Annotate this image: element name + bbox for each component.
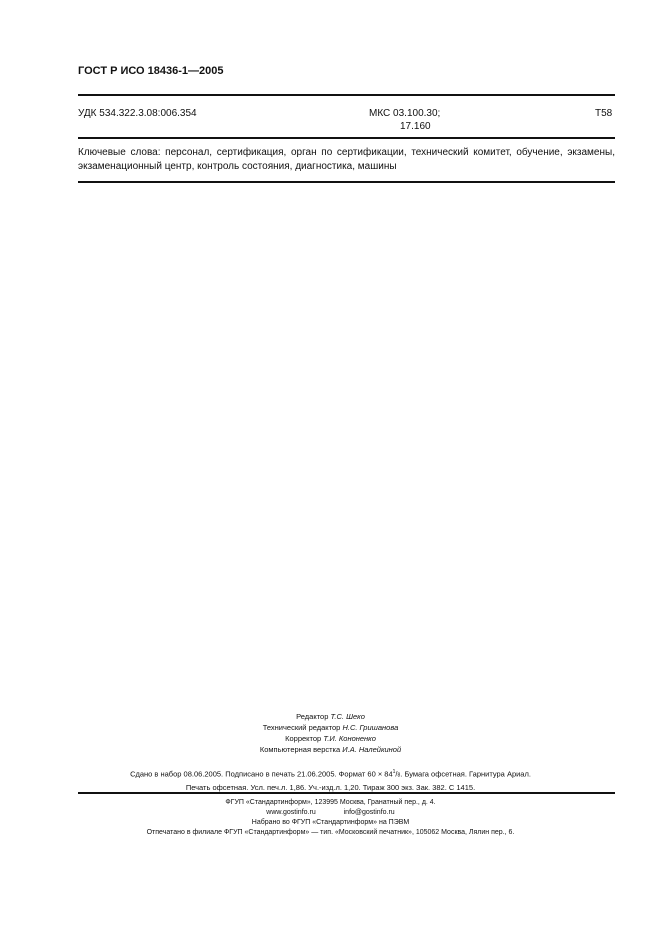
group-code: Т58: [595, 108, 613, 119]
credit-editor: [0, 711, 661, 722]
credit-tech-editor: [0, 722, 661, 733]
format-denominator: 8: [397, 772, 401, 779]
credit-role: Корректор: [285, 734, 322, 743]
format-slash: /: [395, 769, 398, 779]
credit-corrector: [0, 733, 661, 744]
publisher-printed: Отпечатано в филиале ФГУП «Стандартинформ» — тип. «Московский печатник», 105062 Москва, Лялин пер., 6.: [146, 829, 515, 836]
keywords: Ключевые слова: персонал, сертификация, орган по сертификации, технический комитет, обучение, экзамены, экзаменационный центр, контроль состояния, диагностика, машины: [78, 147, 615, 172]
credit-role: Компьютерная верстка: [259, 745, 341, 754]
credit-name: Т.И. Кононенко: [323, 734, 376, 743]
udk-code: УДК 534.322.3.08:006.354: [78, 108, 197, 119]
publisher-email-link[interactable]: info@gostinfo.ru: [343, 809, 395, 816]
print-info-text: . Бумага офсетная. Гарнитура Ариал.: [400, 769, 531, 779]
publisher-address: ФГУП «Стандартинформ», 123995 Москва, Гранатный пер., д. 4.: [225, 799, 436, 806]
print-info-line2: Печать офсетная. Усл. печ.л. 1,86. Уч.-изд.л. 1,20. Тираж 300 экз. Зак. 382. С 1415.: [185, 782, 476, 792]
mks-code-line1: МКС 03.100.30;: [369, 108, 441, 119]
print-info: [0, 767, 661, 793]
print-info-text: Сдано в набор 08.06.2005. Подписано в печать 21.06.2005. Формат 60 × 84: [130, 769, 393, 779]
top-divider: [78, 94, 615, 96]
publisher-block: [0, 798, 661, 838]
credit-role: Редактор: [296, 712, 329, 721]
publisher-typeset: Набрано во ФГУП «Стандартинформ» на ПЭВМ: [251, 819, 410, 826]
credit-layout: [0, 744, 661, 755]
publisher-contacts: [0, 808, 661, 818]
credit-role: Технический редактор: [262, 723, 341, 732]
print-info-line1: [0, 767, 661, 782]
credit-name: И.А. Налейкиной: [342, 745, 402, 754]
format-numerator: 1: [392, 769, 396, 775]
publisher-website-link[interactable]: www.gostinfo.ru: [266, 809, 316, 816]
mks-code-line2: 17.160: [400, 121, 431, 132]
credit-name: Т.С. Шеко: [330, 712, 365, 721]
middle-divider: [78, 137, 615, 139]
keywords-divider: [78, 181, 615, 183]
credits-block: [0, 711, 661, 755]
standard-number: ГОСТ Р ИСО 18436-1—2005: [78, 65, 224, 77]
credit-name: Н.С. Гришанова: [342, 723, 399, 732]
bottom-divider: [78, 792, 615, 794]
